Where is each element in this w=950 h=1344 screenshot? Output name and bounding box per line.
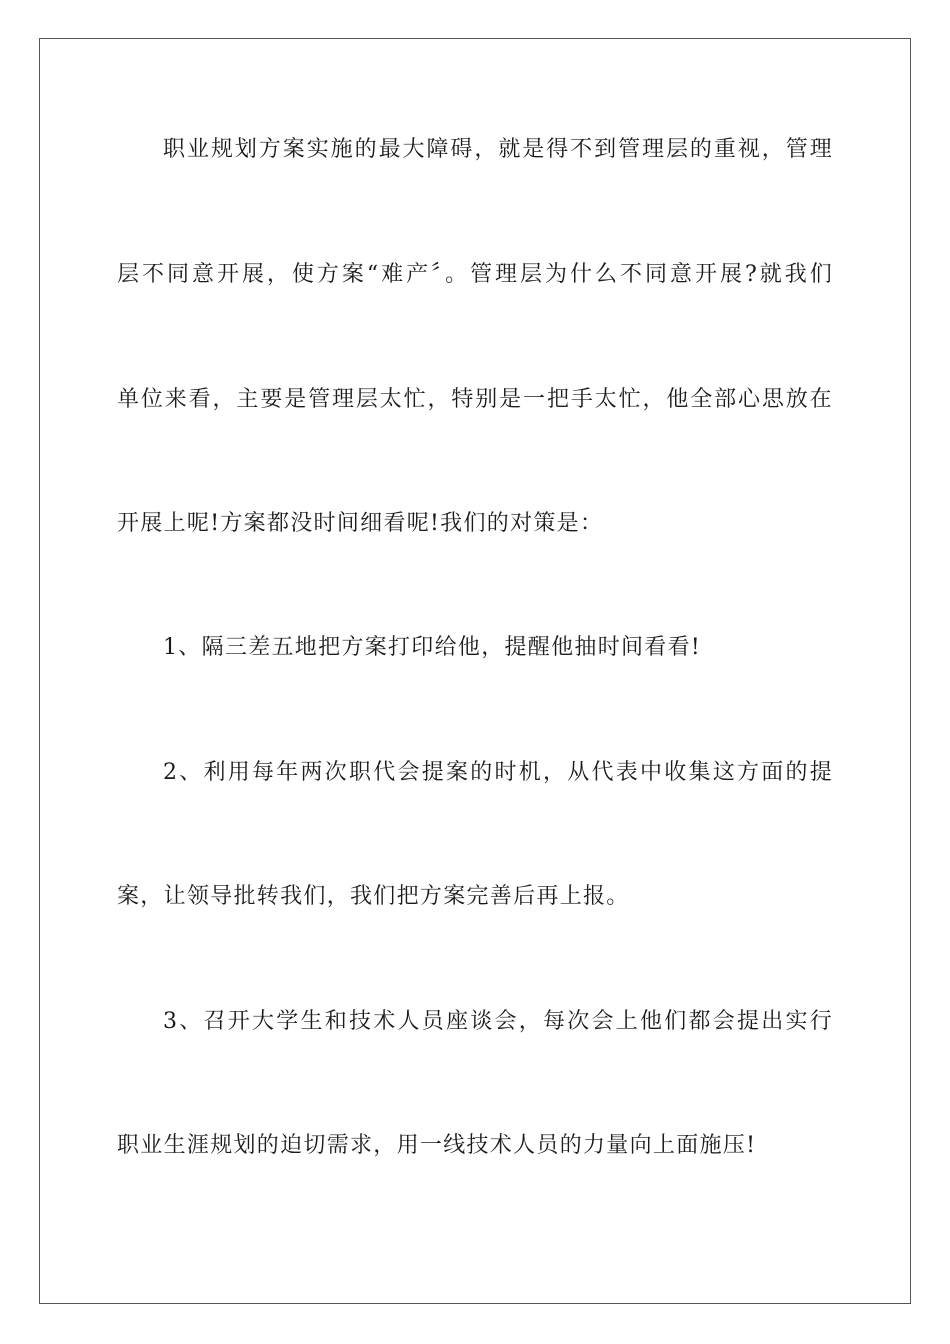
paragraph-line: 开展上呢!方案都没时间细看呢!我们的对策是： bbox=[117, 511, 604, 536]
list-item-3-continued: 职业生涯规划的迫切需求，用一线技术人员的力量向上面施压! bbox=[117, 1133, 757, 1158]
list-item-2: 2、利用每年两次职代会提案的时机，从代表中收集这方面的提 bbox=[163, 760, 833, 785]
page-border bbox=[39, 38, 911, 1304]
list-item-2-continued: 案，让领导批转我们，我们把方案完善后再上报。 bbox=[117, 884, 630, 909]
list-item-1: 1、隔三差五地把方案打印给他，提醒他抽时间看看! bbox=[163, 635, 702, 660]
paragraph-line: 职业规划方案实施的最大障碍，就是得不到管理层的重视，管理 bbox=[163, 137, 833, 162]
list-item-3: 3、召开大学生和技术人员座谈会，每次会上他们都会提出实行 bbox=[163, 1009, 833, 1034]
paragraph-line: 层不同意开展，使方案“难产〞。管理层为什么不同意开展?就我们 bbox=[117, 262, 833, 287]
paragraph-line: 单位来看，主要是管理层太忙，特别是一把手太忙，他全部心思放在 bbox=[117, 387, 833, 412]
